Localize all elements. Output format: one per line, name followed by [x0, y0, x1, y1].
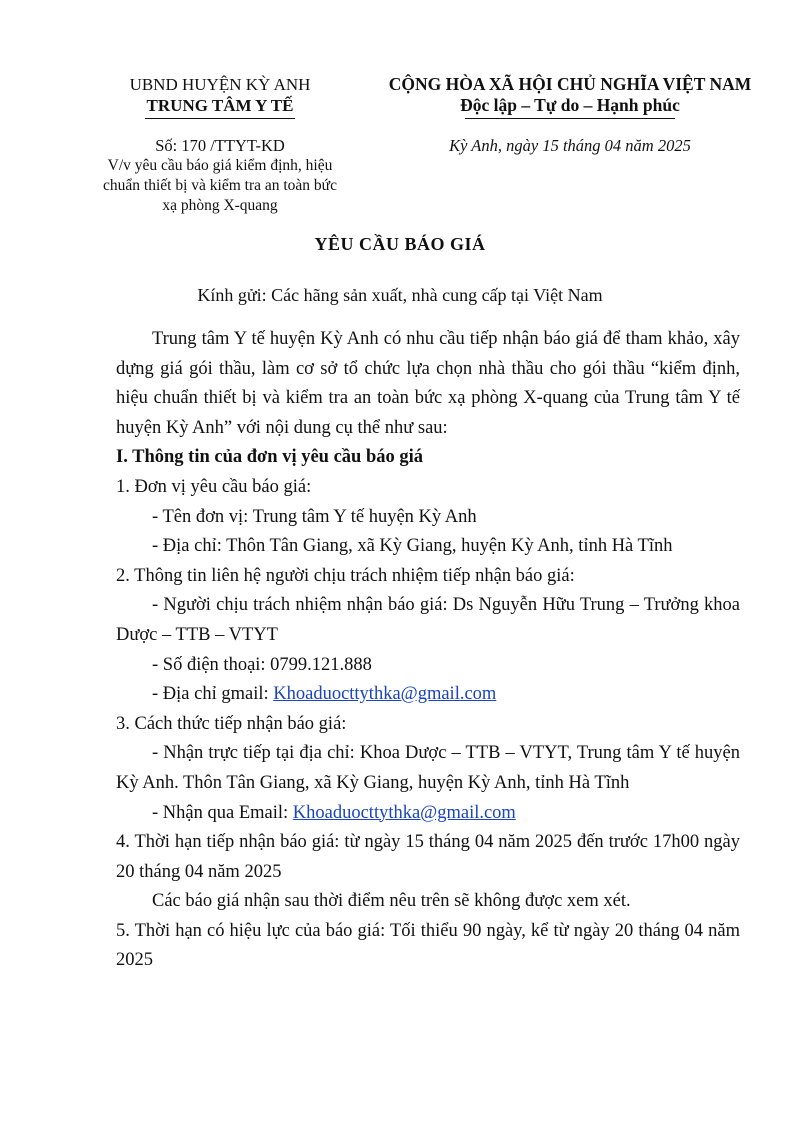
motto-underline	[465, 118, 675, 119]
document-subject	[88, 156, 352, 216]
section-heading: I. Thông tin của đơn vị yêu cầu báo giá	[116, 447, 424, 468]
agency-name: TRUNG TÂM Y TẾ	[146, 96, 294, 115]
validity-text: 5. Thời hạn có hiệu lực của báo giá: Tối thiểu 90 ngày, kể từ ngày 20 tháng 04 năm 2025	[116, 920, 740, 971]
subject-line: xạ phòng X-quang	[162, 197, 278, 214]
item-label: 3. Cách thức tiếp nhận báo giá:	[116, 713, 347, 734]
contact-gmail	[116, 680, 740, 710]
recipient-line: Kính gửi: Các hãng sản xuất, nhà cung cấp tại Việt Nam	[197, 285, 603, 305]
nation-name: CỘNG HÒA XÃ HỘI CHỦ NGHĨA VIỆT NAM	[388, 74, 752, 94]
contact-phone: - Số điện thoại: 0799.121.888	[152, 654, 372, 675]
deadline-text: 4. Thời hạn tiếp nhận báo giá: từ ngày 15 tháng 04 năm 2025 đến trước 17h00 ngày 20 tháng 04 năm 2025	[116, 832, 740, 882]
parent-agency-name: UBND HUYỆN KỲ ANH	[129, 75, 311, 94]
national-title-block	[350, 74, 790, 119]
unit-address: - Địa chỉ: Thôn Tân Giang, xã Kỳ Giang, huyện Kỳ Anh, tỉnh Hà Tĩnh	[152, 536, 673, 557]
email-delivery	[116, 799, 740, 829]
document-body	[116, 325, 740, 976]
email-link[interactable]: Khoaduocttythka@gmail.com	[292, 802, 516, 823]
deadline-note: Các báo giá nhận sau thời điểm nêu trên sẽ không được xem xét.	[152, 891, 631, 912]
place-and-date: Kỳ Anh, ngày 15 tháng 04 năm 2025	[449, 136, 691, 155]
subject-line: V/v yêu cầu báo giá kiểm định, hiệu	[107, 157, 333, 174]
contact-person: - Người chịu trách nhiệm nhận báo giá: Ds Nguyễn Hữu Trung – Trưởng khoa Dược – TTB – VTYT	[116, 595, 740, 645]
gmail-link[interactable]: Khoaduocttythka@gmail.com	[273, 684, 497, 705]
subject-line: chuẩn thiết bị và kiểm tra an toàn bức	[103, 177, 337, 194]
email-label: - Nhận qua Email:	[152, 802, 293, 823]
document-title: YÊU CẦU BÁO GIÁ	[314, 234, 486, 254]
unit-name: - Tên đơn vị: Trung tâm Y tế huyện Kỳ Anh	[152, 506, 477, 527]
direct-delivery: - Nhận trực tiếp tại địa chỉ: Khoa Dược – TTB – VTYT, Trung tâm Y tế huyện Kỳ Anh. Thôn Tân Giang, xã Kỳ Giang, huyện Kỳ Anh, tỉnh Hà Tĩnh	[116, 743, 740, 793]
gmail-label: - Địa chỉ gmail:	[152, 684, 274, 705]
intro-paragraph: Trung tâm Y tế huyện Kỳ Anh có nhu cầu tiếp nhận báo giá để tham khảo, xây dựng giá gói thầu, làm cơ sở tổ chức lựa chọn nhà thầu cho gói thầu “kiểm định, hiệu chuẩn thiết bị và kiểm tra an toàn bức xạ phòng X-quang của Trung tâm Y tế huyện Kỳ Anh” với nội dung cụ thể như sau:	[116, 329, 740, 438]
item-label: 1. Đơn vị yêu cầu báo giá:	[116, 476, 312, 497]
national-motto: Độc lập – Tự do – Hạnh phúc	[460, 95, 680, 115]
item-label: 2. Thông tin liên hệ người chịu trách nhiệm tiếp nhận báo giá:	[116, 565, 575, 586]
agency-underline	[145, 118, 295, 119]
document-number: Số: 170 /TTYT-KD	[155, 136, 285, 155]
issuing-agency-block	[80, 74, 360, 119]
